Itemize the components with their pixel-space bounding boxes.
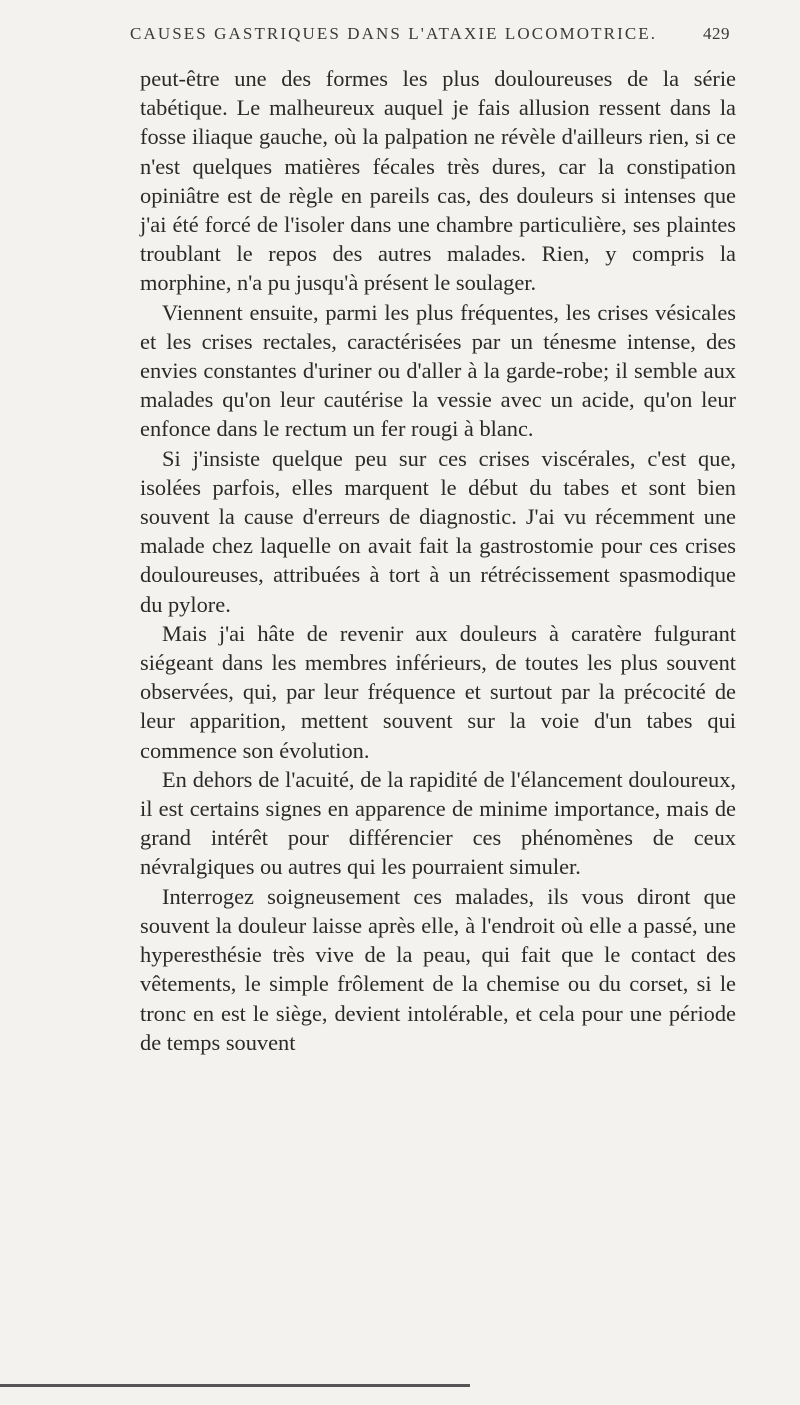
running-header <box>130 24 730 44</box>
paragraph-1: peut-être une des formes les plus douloureuses de la série tabétique. Le malheureux auquel je fais allusion ressent dans la fosse iliaque gauche, où la palpation ne révèle d'ailleurs rien, si ce n'est quelques matières fécales très dures, car la constipation opiniâtre est de règle en pareils cas, des douleurs si intenses que j'ai été forcé de l'isoler dans une chambre particulière, ses plaintes troublant le repos des autres malades. Rien, y compris la morphine, n'a pu jusqu'à présent le soulager. <box>140 66 736 296</box>
paragraph-6: Interrogez soigneusement ces malades, ils vous diront que souvent la douleur laisse après elle, à l'endroit où elle a passé, une hyperesthésie très vive de la peau, qui fait que le contact des vêtements, le simple frôlement de la chemise ou du corset, si le tronc en est le siège, devient intolérable, et cela pour une période de temps souvent <box>140 883 736 1055</box>
paragraph-2: Viennent ensuite, parmi les plus fréquentes, les crises vésicales et les crises rectales, caractérisées par un ténesme intense, des envies constantes d'uriner ou d'aller à la garde-robe; il semble aux malades qu'on leur cautérise la vessie avec un acide, qu'on leur enfonce dans le rectum un fer rougi à blanc. <box>140 299 736 442</box>
bottom-divider <box>0 1384 470 1387</box>
paragraph-5: En dehors de l'acuité, de la rapidité de l'élancement douloureux, il est certains signes en apparence de minime importance, mais de grand intérêt pour différencier ces phénomènes de ceux névralgiques ou autres qui les pourraient simuler. <box>140 766 736 880</box>
paragraph-4: Mais j'ai hâte de revenir aux douleurs à caratère fulgurant siégeant dans les membres inférieurs, de toutes les plus souvent observées, qui, par leur fréquence et surtout par la précocité de leur apparition, mettent souvent sur la voie d'un tabes qui commence son évolution. <box>140 620 736 763</box>
paragraph-3: Si j'insiste quelque peu sur ces crises viscérales, c'est que, isolées parfois, elles marquent le début du tabes et sont bien souvent la cause d'erreurs de diagnostic. J'ai vu récemment une malade chez laquelle on avait fait la gastrostomie pour ces crises douloureuses, attribuées à tort à un rétrécissement spasmodique du pylore. <box>140 445 736 617</box>
running-title: CAUSES GASTRIQUES DANS L'ATAXIE LOCOMOTRICE. <box>130 24 658 43</box>
page-number: 429 <box>703 24 730 43</box>
page-body <box>140 64 736 1057</box>
